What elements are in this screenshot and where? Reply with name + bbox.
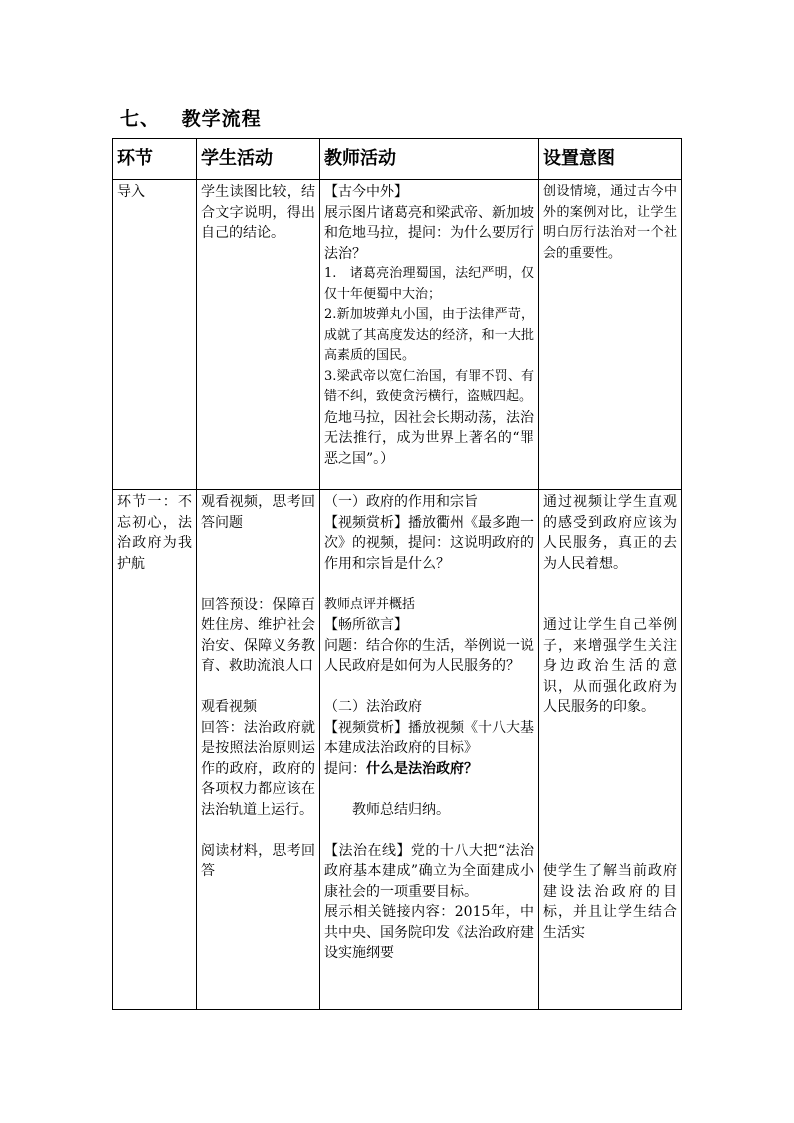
- case-item-1: 1. 诸葛亮治理蜀国，法纪严明，仅仅十年便蜀中大治；: [324, 266, 534, 302]
- intent-i3: 使学生了解当前政府建设法治政府的目标，并且让学生结合生活实: [543, 863, 677, 941]
- teacher-cell: [320, 180, 539, 490]
- table-header-row: [113, 139, 682, 180]
- header-design-intent: 设置意图: [539, 139, 682, 180]
- section-heading: 教学流程: [181, 108, 262, 130]
- teacher-t5: 问题：结合你的生活，举例说一说人民政府是如何为人民服务的？: [324, 637, 534, 674]
- teacher-t2: 【视频赏析】播放衢州《最多跑一次》的视频，提问：这说明政府的作用和宗旨是什么？: [324, 514, 534, 572]
- teacher-t8: [324, 759, 534, 780]
- teacher-t7: 【视频赏析】播放视频《十八大基本建成法治政府的目标》: [324, 719, 534, 756]
- table-row: [113, 490, 682, 1010]
- header-stage: 环节: [113, 139, 197, 180]
- teacher-t9: 教师总结归纳。: [352, 801, 450, 818]
- teacher-t1: （一）政府的作用和宗旨: [324, 494, 478, 510]
- teacher-t10: 【法治在线】党的十八大把“法治政府基本建成”确立为全面建成小康社会的一项重要目标。: [324, 842, 534, 900]
- case-item-2: 2.新加坡弹丸小国，由于法律严苛，成就了其高度发达的经济，和一大批高素质的国民。: [324, 307, 534, 363]
- teacher-t4: 【畅所欲言】: [324, 617, 408, 633]
- stage-intro: 导入: [117, 184, 145, 200]
- student-text: 学生读图比较，结合文字说明，得出自己的结论。: [201, 184, 315, 241]
- intent-i1: 通过视频让学生直观的感受到政府应该为人民服务，真正的去为人民着想。: [543, 494, 677, 572]
- teaching-flow-table: [112, 138, 682, 1010]
- student-s3: 观看视频: [201, 699, 257, 715]
- student-cell: [197, 180, 320, 490]
- teacher-t3: 教师点评并概括: [324, 596, 416, 612]
- stage-one: 环节一：不忘初心，法治政府为我护航: [117, 494, 192, 572]
- student-s1: 观看视频，思考回答问题: [201, 494, 315, 531]
- student-s4: 回答：法治政府就是按照法治原则运作的政府，政府的各项权力都应该在法治轨道上运行。: [201, 719, 315, 818]
- case-item-3: 3.梁武帝以宽仁治国，有罪不罚、有错不纠，致使贪污横行，盗贼四起。: [324, 368, 534, 404]
- teacher-t11: 展示相关链接内容：2015年，中共中央、国务院印发《法治政府建设实施纲要: [324, 904, 534, 961]
- teacher-t8-prefix: 提问：: [324, 760, 366, 777]
- student-s2: 回答预设：保障百姓住房、维护社会治安、保障义务教育、救助流浪人口: [201, 596, 315, 674]
- student-s5: 阅读材料，思考回答: [201, 842, 315, 879]
- case-item-4: 危地马拉，因社会长期动荡，法治无法推行，成为世界上著名的“罪恶之国”。）: [324, 409, 534, 467]
- intent-cell: [539, 180, 682, 490]
- section-title: [120, 104, 262, 131]
- table-row: [113, 180, 682, 490]
- stage-cell: [113, 180, 197, 490]
- stage-cell: [113, 490, 197, 1010]
- teacher-label: 【古今中外】: [324, 184, 408, 200]
- teacher-intro: 展示图片诸葛亮和梁武帝、新加坡和危地马拉，提问：为什么要厉行法治？: [324, 204, 534, 262]
- teacher-t6: （二）法治政府: [324, 699, 422, 715]
- intent-i2: 通过让学生自己举例子，来增强学生关注身边政治生活的意识，从而强化政府为人民服务的印象。: [543, 617, 677, 715]
- teacher-cell: [320, 490, 539, 1010]
- intent-text: 创设情境，通过古今中外的案例对比，让学生明白厉行法治对一个社会的重要性。: [543, 184, 677, 261]
- teacher-t8-question: 什么是法治政府？: [366, 760, 478, 777]
- intent-cell: [539, 490, 682, 1010]
- section-number: 七、: [120, 108, 161, 130]
- student-cell: [197, 490, 320, 1010]
- header-student-activity: 学生活动: [197, 139, 320, 180]
- header-teacher-activity: 教师活动: [320, 139, 539, 180]
